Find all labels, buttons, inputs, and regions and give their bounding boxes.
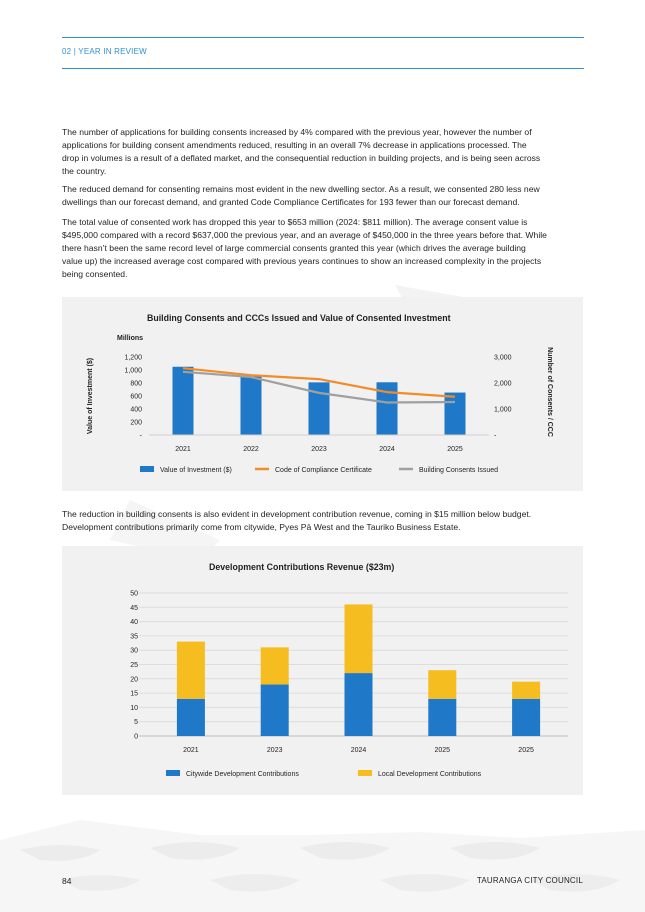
chart2-y-tick-label: 40: [130, 619, 138, 627]
chart2-y-tick-label: 20: [130, 676, 138, 684]
chart2-title: Development Contributions Revenue ($23m): [209, 562, 395, 572]
chart2-y-tick-label: 50: [130, 590, 138, 598]
section-label: 02 | YEAR IN REVIEW: [62, 47, 147, 56]
chart2-bar-segment: [428, 699, 456, 736]
chart1-legend-label: Value of Investment ($): [160, 467, 232, 474]
chart-panel-contributions: [62, 546, 583, 795]
chart1-y-tick-label: 800: [130, 380, 142, 388]
header-rule-top: [62, 37, 584, 38]
chart1-y2-tick-label: 3,000: [494, 354, 512, 362]
chart-panel-consents: [62, 297, 583, 491]
chart2-y-tick-label: 45: [130, 604, 138, 612]
chart1-y-axis-label: Value of Investment ($): [87, 357, 94, 435]
chart1-x-tick-label: 2024: [379, 446, 395, 453]
chart2-x-tick-label: 2025: [518, 747, 534, 754]
chart1-svg: [62, 297, 583, 491]
paragraph-3: The total value of consented work has dropped this year to $653 million (2024: $811 million). The average consent value is $495,000 compared with a record $637,000 the previous year, and an average of $450,000 in the three years before that. While there hasn’t been the same record level of large commercial consents granted this year (which drives the average building value up) the increased average cost compared with previous years continues to show an increased complexity in the projects being consented.: [62, 217, 547, 279]
chart1-y-tick-label: 1,000: [124, 367, 142, 375]
chart1-x-tick-label: 2025: [447, 446, 463, 453]
chart1-y-tick-label: 1,200: [124, 354, 142, 362]
chart2-legend-label: Citywide Development Contributions: [186, 771, 299, 778]
chart1-y-tick-label: 400: [130, 406, 142, 414]
chart1-legend-swatch: [140, 466, 154, 472]
chart1-x-tick-label: 2022: [243, 446, 259, 453]
page-number: 84: [62, 876, 72, 886]
chart2-x-tick-label: 2023: [266, 747, 283, 754]
chart1-unit-label: Millions: [117, 335, 144, 342]
chart2-y-tick-label: 10: [130, 704, 138, 712]
chart2-y-tick-label: 35: [130, 633, 138, 641]
chart2-bar-segment: [512, 682, 540, 699]
chart2-legend-label: Local Development Contributions: [378, 771, 482, 778]
chart2-legend-swatch: [358, 770, 372, 776]
chart2-bar-segment: [177, 642, 205, 699]
chart2-y-tick-label: 15: [130, 690, 138, 698]
chart1-y2-tick-label: 2,000: [494, 380, 512, 388]
chart1-y-tick-label: 200: [130, 419, 142, 427]
chart1-y2-axis-label: Number of Consents / CCC: [546, 347, 553, 437]
chart1-bar: [445, 393, 466, 435]
chart2-y-tick-label: 25: [130, 662, 138, 669]
chart2-svg: [62, 546, 583, 795]
chart2-y-tick-label: 30: [130, 647, 138, 655]
paragraph-1: The number of applications for building consents increased by 4% compared with the previous year, however the number of applications for building consent amendments reduced, resulting in an overall 7% decrease in applications processed. The drop in volumes is a result of a deflated market, and the consequential reduction in building projects, and is being seen across the country.: [62, 127, 541, 176]
chart2-bar-segment: [345, 604, 373, 673]
chart1-legend-label: Building Consents Issued: [419, 467, 498, 474]
paragraph-2: The reduced demand for consenting remains most evident in the new dwelling sector. As a result, we consented 280 less new dwellings than our forecast demand, and granted Code Compliance Certificates for 193 fewer than our forecast demand.: [62, 184, 540, 207]
chart1-bar: [241, 377, 262, 436]
chart2-bar-segment: [345, 673, 373, 736]
chart2-bar-segment: [261, 647, 289, 684]
chart1-y-tick-label: -: [139, 432, 142, 440]
chart1-title: Building Consents and CCCs Issued and Value of Consented Investment: [147, 313, 451, 323]
chart1-y2-tick-label: -: [494, 432, 497, 440]
chart2-y-tick-label: 0: [134, 733, 138, 741]
chart1-y-tick-label: 600: [130, 393, 142, 401]
paragraph-4: The reduction in building consents is also evident in development contribution revenue, coming in $15 million below budget. Development contributions primarily come from citywide, Pyes Pā West and the Tauriko Business Estate.: [62, 509, 532, 532]
chart1-bar: [173, 367, 194, 435]
chart1-x-tick-label: 2021: [175, 446, 191, 453]
chart2-x-tick-label: 2021: [183, 747, 199, 754]
chart2-x-tick-label: 2024: [350, 747, 367, 754]
header-rule-bottom: [62, 68, 584, 69]
chart1-y2-tick-label: 1,000: [494, 406, 512, 414]
chart2-y-tick-label: 5: [134, 719, 138, 727]
chart1-x-tick-label: 2023: [311, 446, 327, 453]
chart1-legend-label: Code of Compliance Certificate: [275, 467, 372, 474]
chart2-legend-swatch: [166, 770, 180, 776]
chart2-bar-segment: [261, 685, 289, 736]
organisation-name: TAURANGA CITY COUNCIL: [476, 876, 583, 885]
chart2-bar-segment: [512, 699, 540, 736]
chart2-x-tick-label: 2025: [434, 747, 451, 754]
chart2-bar-segment: [177, 699, 205, 736]
chart2-bar-segment: [428, 670, 456, 699]
